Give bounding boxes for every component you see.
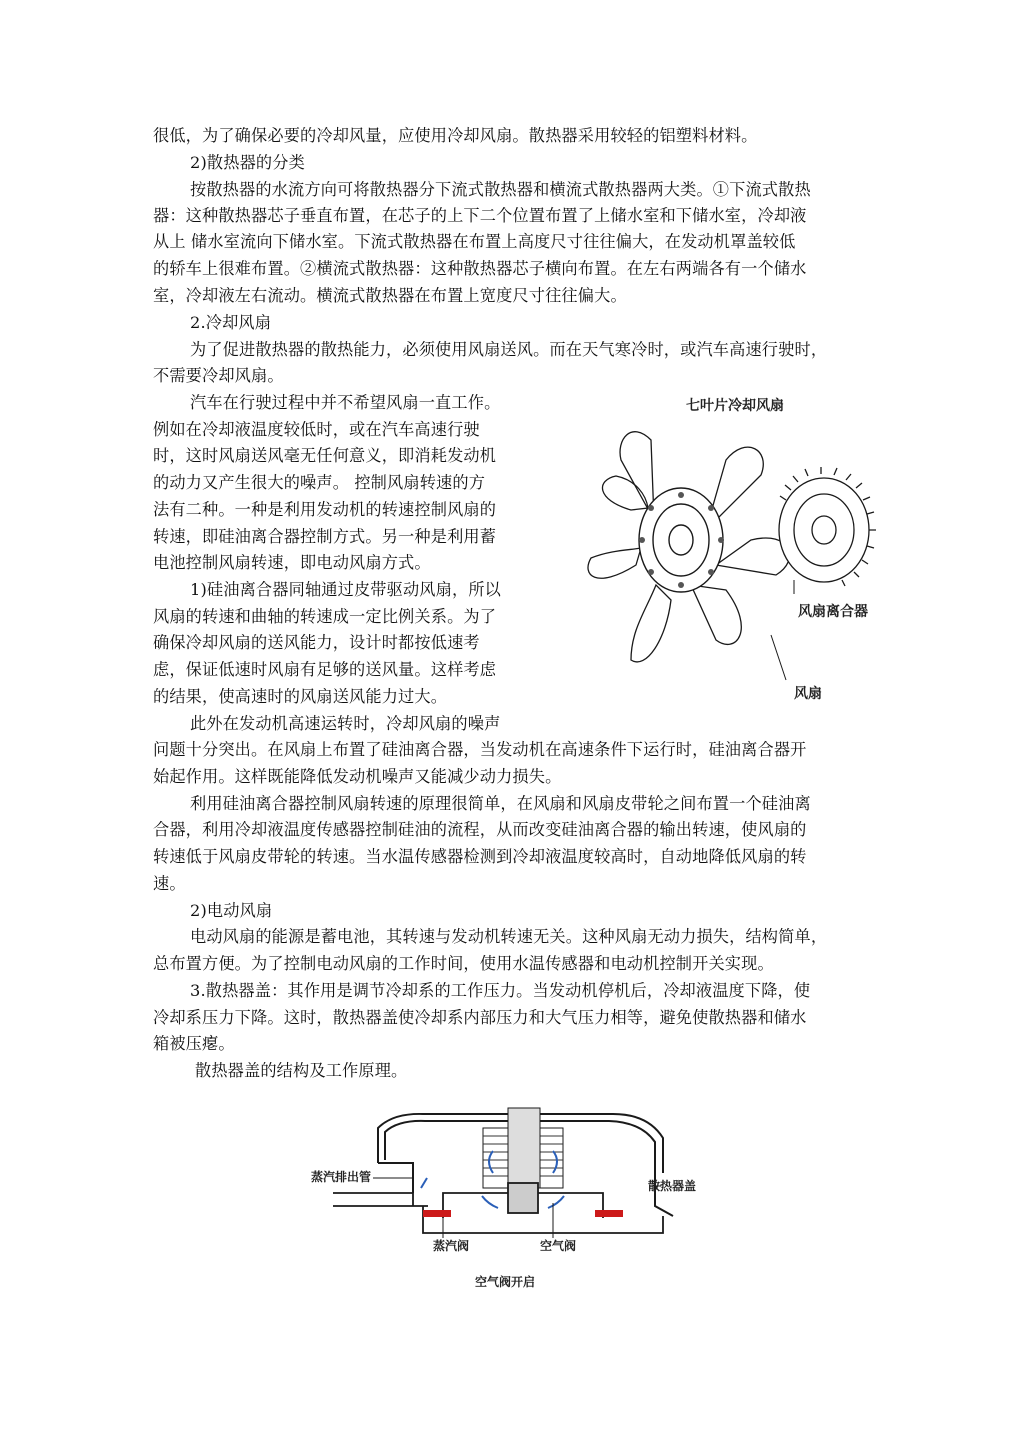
text-line: 室，冷却液左右流动。横流式散热器在布置上宽度尺寸往往偏大。 bbox=[153, 286, 627, 305]
text-line: 确保冷却风扇的送风能力，设计时都按低速考 bbox=[153, 633, 480, 652]
text-line: 始起作用。这样既能降低发动机噪声又能减少动力损失。 bbox=[153, 767, 562, 786]
cooling-fan-illustration bbox=[576, 380, 888, 720]
section-heading: 2.冷却风扇 bbox=[190, 313, 272, 332]
text-line: 法有二种。一种是利用发动机的转速控制风扇的 bbox=[153, 500, 497, 519]
fan-label: 风扇 bbox=[794, 686, 822, 702]
text-line: 的轿车上很难布置。②横流式散热器：这种散热器芯子横向布置。在左右两端各有一个储水 bbox=[153, 259, 807, 278]
air-valve-label: 空气阀 bbox=[540, 1239, 577, 1253]
text-line: 风扇的转速和曲轴的转速成一定比例关系。为了 bbox=[153, 607, 497, 626]
fan-figure-title: 七叶片冷却风扇 bbox=[686, 398, 784, 414]
text-line: 按散热器的水流方向可将散热器分下流式散热器和横流式散热器两大类。①下流式散热 bbox=[190, 180, 811, 199]
text-line: 速。 bbox=[153, 874, 186, 893]
section-heading: 2)电动风扇 bbox=[190, 901, 273, 920]
fan-clutch bbox=[779, 467, 876, 586]
text-line: 转速，即硅油离合器控制方式。另一种是利用蓄 bbox=[153, 527, 497, 546]
leader-lines bbox=[771, 580, 794, 680]
text-line: 虑，保证低速时风扇有足够的送风量。这样考虑 bbox=[153, 660, 497, 679]
fan-hub bbox=[639, 488, 723, 592]
text-line: 利用硅油离合器控制风扇转速的原理很简单，在风扇和风扇皮带轮之间布置一个硅油离 bbox=[190, 794, 811, 813]
text-line: 箱被压瘪。 bbox=[153, 1034, 235, 1053]
text-line: 冷却系压力下降。这时，散热器盖使冷却系内部压力和大气压力相等，避免使散热器和储水 bbox=[153, 1008, 807, 1027]
radiator-cap-label: 散热器盖 bbox=[648, 1179, 697, 1193]
text-line: 从上 储水室流向下储水室。下流式散热器在布置上高度尺寸往往偏大，在发动机罩盖较低 bbox=[153, 232, 796, 251]
text-line: 转速低于风扇皮带轮的转速。当水温传感器检测到冷却液温度较高时，自动地降低风扇的转 bbox=[153, 847, 807, 866]
text-line: 例如在冷却液温度较低时，或在汽车高速行驶 bbox=[153, 420, 480, 439]
text-line: 总布置方便。为了控制电动风扇的工作时间，使用水温传感器和电动机控制开关实现。 bbox=[153, 954, 774, 973]
radiator-cap-figure bbox=[303, 1098, 713, 1298]
text-line: 的结果，使高速时的风扇送风能力过大。 bbox=[153, 687, 448, 706]
text-line: 不需要冷却风扇。 bbox=[153, 366, 284, 385]
radiator-cap-illustration bbox=[303, 1098, 713, 1298]
text-line: 3.散热器盖：其作用是调节冷却系的工作压力。当发动机停机后，冷却液温度下降，使 bbox=[190, 981, 811, 1000]
text-line: 为了促进散热器的散热能力，必须使用风扇送风。而在天气寒冷时，或汽车高速行驶时， bbox=[190, 340, 828, 359]
steam-valve-label: 蒸汽阀 bbox=[433, 1239, 470, 1253]
text-line: 电动风扇的能源是蓄电池，其转速与发动机转速无关。这种风扇无动力损失，结构简单， bbox=[190, 927, 828, 946]
text-line: 汽车在行驶过程中并不希望风扇一直工作。 bbox=[190, 393, 501, 412]
text-line: 的动力又产生很大的噪声。 控制风扇转速的方 bbox=[153, 473, 486, 492]
text-line: 很低，为了确保必要的冷却风量，应使用冷却风扇。散热器采用较轻的铝塑料材料。 bbox=[153, 126, 758, 145]
text-line: 散热器盖的结构及工作原理。 bbox=[195, 1061, 408, 1080]
text-line: 此外在发动机高速运转时，冷却风扇的噪声 bbox=[190, 714, 501, 733]
text-line: 1)硅油离合器同轴通过皮带驱动风扇，所以 bbox=[190, 580, 501, 599]
text-line: 合器，利用冷却液温度传感器控制硅油的流程，从而改变硅油离合器的输出转速，使风扇的 bbox=[153, 820, 807, 839]
text-line: 问题十分突出。在风扇上布置了硅油离合器，当发动机在高速条件下运行时，硅油离合器开 bbox=[153, 740, 807, 759]
cooling-fan-figure bbox=[576, 380, 888, 720]
figure-caption: 空气阀开启 bbox=[475, 1275, 536, 1289]
steam-pipe-label: 蒸汽排出管 bbox=[311, 1170, 372, 1184]
text-line: 电池控制风扇转速，即电动风扇方式。 bbox=[153, 553, 431, 572]
fan-clutch-label: 风扇离合器 bbox=[798, 604, 868, 620]
text-line: 时，这时风扇送风毫无任何意义，即消耗发动机 bbox=[153, 446, 497, 465]
section-heading: 2)散热器的分类 bbox=[190, 153, 305, 172]
text-line: 器：这种散热器芯子垂直布置，在芯子的上下二个位置布置了上储水室和下储水室，冷却液 bbox=[153, 206, 807, 225]
